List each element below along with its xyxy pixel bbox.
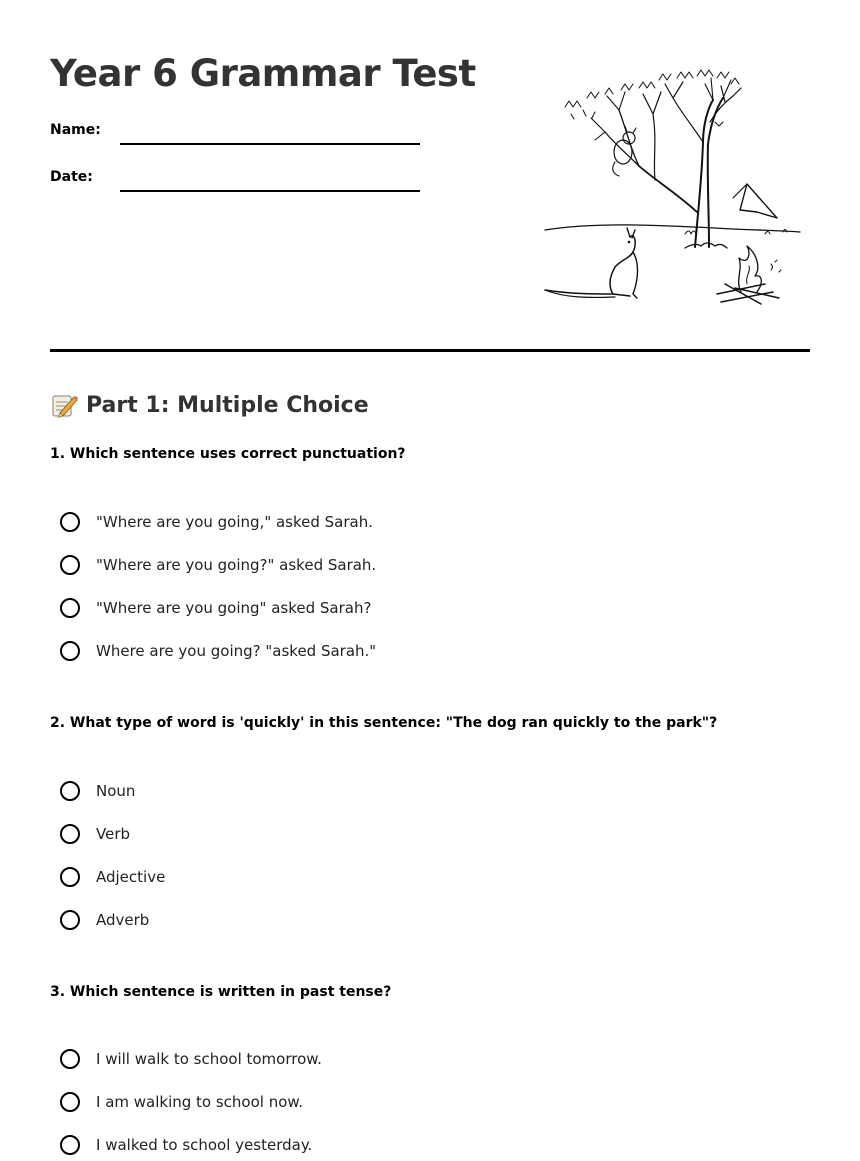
option-label: I walked to school yesterday. [96,1136,313,1154]
question-2-option-a[interactable] [60,778,135,804]
question-3-text: 3. Which sentence is written in past tense? [50,984,392,1000]
option-label: Where are you going? "asked Sarah." [96,642,377,660]
option-label: "Where are you going?" asked Sarah. [96,556,377,574]
question-1-option-d[interactable] [60,638,376,664]
option-label: Verb [96,825,131,843]
question-1-option-c[interactable] [60,595,371,621]
page-title: Year 6 Grammar Test [50,52,476,95]
radio-button[interactable] [60,1092,80,1112]
radio-button[interactable] [60,598,80,618]
question-2-option-b[interactable] [60,821,130,847]
question-3-option-c[interactable] [60,1132,312,1158]
question-3-option-b[interactable] [60,1089,303,1115]
radio-button[interactable] [60,910,80,930]
radio-button[interactable] [60,555,80,575]
date-input-line[interactable] [120,190,420,192]
question-2-text: 2. What type of word is 'quickly' in this sentence: "The dog ran quickly to the park"? [50,715,718,731]
question-2-option-d[interactable] [60,907,149,933]
option-label: Adverb [96,911,150,929]
question-1-option-b[interactable] [60,552,376,578]
question-1-text: 1. Which sentence uses correct punctuation? [50,446,406,462]
bush-scene-illustration [535,62,815,317]
radio-button[interactable] [60,641,80,661]
date-label: Date: [50,169,93,185]
question-3-option-a[interactable] [60,1046,322,1072]
question-1-option-a[interactable] [60,509,373,535]
radio-button[interactable] [60,824,80,844]
radio-button[interactable] [60,1049,80,1069]
option-label: Adjective [96,868,166,886]
radio-button[interactable] [60,1135,80,1155]
memo-pencil-icon [50,391,78,419]
radio-button[interactable] [60,781,80,801]
option-label: "Where are you going" asked Sarah? [96,599,372,617]
part1-heading [50,388,369,422]
part1-title: Part 1: Multiple Choice [86,392,369,418]
option-label: Noun [96,782,136,800]
option-label: I am walking to school now. [96,1093,304,1111]
name-label: Name: [50,122,101,138]
name-input-line[interactable] [120,143,420,145]
radio-button[interactable] [60,512,80,532]
option-label: I will walk to school tomorrow. [96,1050,322,1068]
header-divider [50,349,810,352]
option-label: "Where are you going," asked Sarah. [96,513,374,531]
question-2-option-c[interactable] [60,864,165,890]
radio-button[interactable] [60,867,80,887]
